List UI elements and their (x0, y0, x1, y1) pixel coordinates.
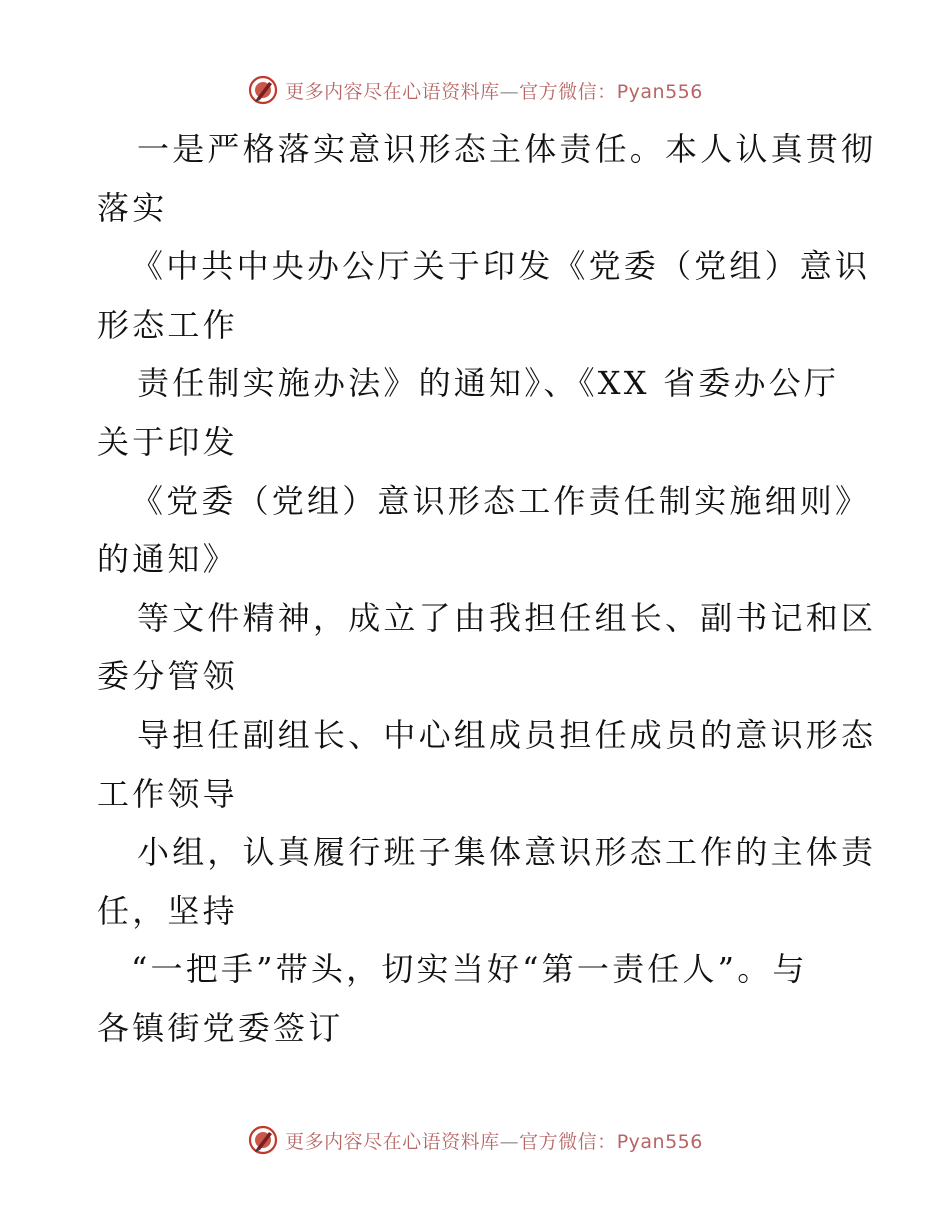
text-line: 的通知》 (97, 540, 238, 579)
text-line: 《党委（党组）意识形态工作责任制实施细则》 (131, 481, 871, 520)
document-body (97, 120, 877, 1058)
text-line: 工作领导 (97, 774, 238, 813)
watermark-text: 更多内容尽在心语资料库—官方微信：Pyan556 (285, 1130, 703, 1153)
text-line: 形态工作 (97, 305, 238, 344)
watermark-text: 更多内容尽在心语资料库—官方微信：Pyan556 (285, 80, 703, 103)
text-line: 任，坚持 (97, 891, 238, 930)
header-watermark (0, 70, 950, 110)
text-line: 责任制实施办法》的通知》、《XX 省委办公厅 (137, 364, 840, 403)
text-line: “一把手”带头，切实当好“第一责任人”。与 (131, 950, 808, 989)
footer-watermark (0, 1120, 950, 1160)
pen-seal-icon (247, 74, 279, 106)
text-line: 委分管领 (97, 657, 238, 696)
text-line: 导担任副组长、中心组成员担任成员的意识形态 (137, 715, 877, 754)
text-line: 各镇街党委签订 (97, 1008, 344, 1047)
text-line: 落实 (97, 188, 168, 227)
text-line: 一是严格落实意识形态主体责任。本人认真贯彻 (137, 130, 877, 168)
pen-seal-icon (247, 1124, 279, 1156)
text-line: 关于印发 (97, 422, 238, 461)
text-line: 《中共中央办公厅关于印发《党委（党组）意识 (131, 247, 871, 286)
text-line: 等文件精神，成立了由我担任组长、副书记和区 (137, 598, 877, 637)
text-line: 小组，认真履行班子集体意识形态工作的主体责 (137, 833, 877, 872)
